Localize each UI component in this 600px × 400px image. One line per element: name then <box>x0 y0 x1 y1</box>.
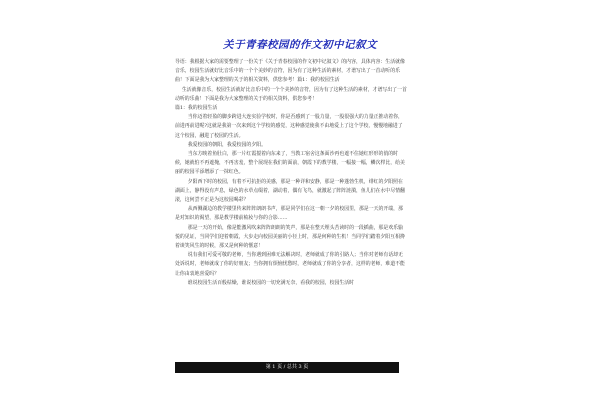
body-paragraph: 那是一天的开始，像是能激风吹来阵阵朗朗的笑声，那是在整天埋头苦读时的一段插曲，那是欢乐愉悦的见证，当同学们迎着朝霞，大步走向校园美丽的小径上时，那是何种的生机！当同学们踏着夕阳互相搀着谈笑风生的时候，那又是何种的惬意！ <box>175 224 405 250</box>
summary-paragraph: 生活就像音乐，校园生活就好比音乐中的一个个美妙的音符，因为有了这种生活的素材，才谱写出了一首动听的乐曲！下面是我为大家整理的关于的相关资料，供您参考！ <box>175 86 407 102</box>
body-paragraph: 当你迈着轻盈的脚步跨进大连实验学校时，你是否感到了一股力量，一股很强大的力量正推动着你，前进再前进呢?这就是我第一次来到这个学校的感觉，这种感觉使我不由地爱上了这个学校，慢慢地融进了这个校园，融进了校园的生活。 <box>175 114 403 139</box>
page-number-footer: 第 1 页 / 总共 3 页 <box>175 362 399 373</box>
body-paragraph: 我爱校园的朝阳，我爱校园的夕阳。 <box>187 141 266 148</box>
document-body <box>175 58 407 288</box>
body-paragraph: 当东方映着鱼肚白，那一片红霞搅着向东来了，当教工宿舍这条面沙再也遮不住她红形形的俏的时候，她就怕不再遮掩，不再害羞，整个展现在我们的面前，朝霞下的教学楼，一幅接一幅，鳞次栉比，给美丽的校园平添增添了一抹红色。 <box>175 151 405 176</box>
body-paragraph: 夕阳西下时的校园，有着不可抗拒的美感，那是一种详和安静，那是一种蓬勃生机，绯红的夕阳照在湖面上，静得没有声息，绿色的水草点缀着，湖动着，偶有飞鸟，就激起了阵阵涟漪，鱼儿们在水中尽情翻滚，这何尝不正是为这校园喝彩？ <box>175 178 405 204</box>
document-title: 关于青春校园的作文初中记叙文 <box>223 39 377 51</box>
section-heading: 篇1：我的校园生活 <box>175 105 218 112</box>
body-paragraph: 谁说校园生活百般枯燥，谁说校园的一切充满无奈，看我的校园，校园生活时 <box>187 279 355 286</box>
body-paragraph: 从西侧湖边的教学楼里传来阵阵朗朗书声，那是同学们在这一朝一夕的校园里，那是一天的开端，那是对知识的渴望，那是教学楼前梳妆与你的合影…… <box>175 206 403 222</box>
intro-paragraph: 导语：我根据大家的需要整理了一份关于《关于青春校园的作文初中记叙文》的内容，具体内容：生活就像音乐，校园生活就好比音乐中的一个个美妙的音符，因为有了这种生活的素材，才谱写出了一首动听的乐曲！下面是我为大家整理的关于的相关资料，供您参考！篇1：我的校园生活 <box>175 59 405 84</box>
body-paragraph: 说有我们可爱可敬的老师，当你遇到困难无法解决时，老师就成了你的引路人；当你对老师有话却无处诉说时，老师就成了你的好朋友；当你拥有烦恼忧愁时，老师就成了你的分享者，这样的老师，难道不能让你由衷地喜爱吗？ <box>175 252 405 277</box>
